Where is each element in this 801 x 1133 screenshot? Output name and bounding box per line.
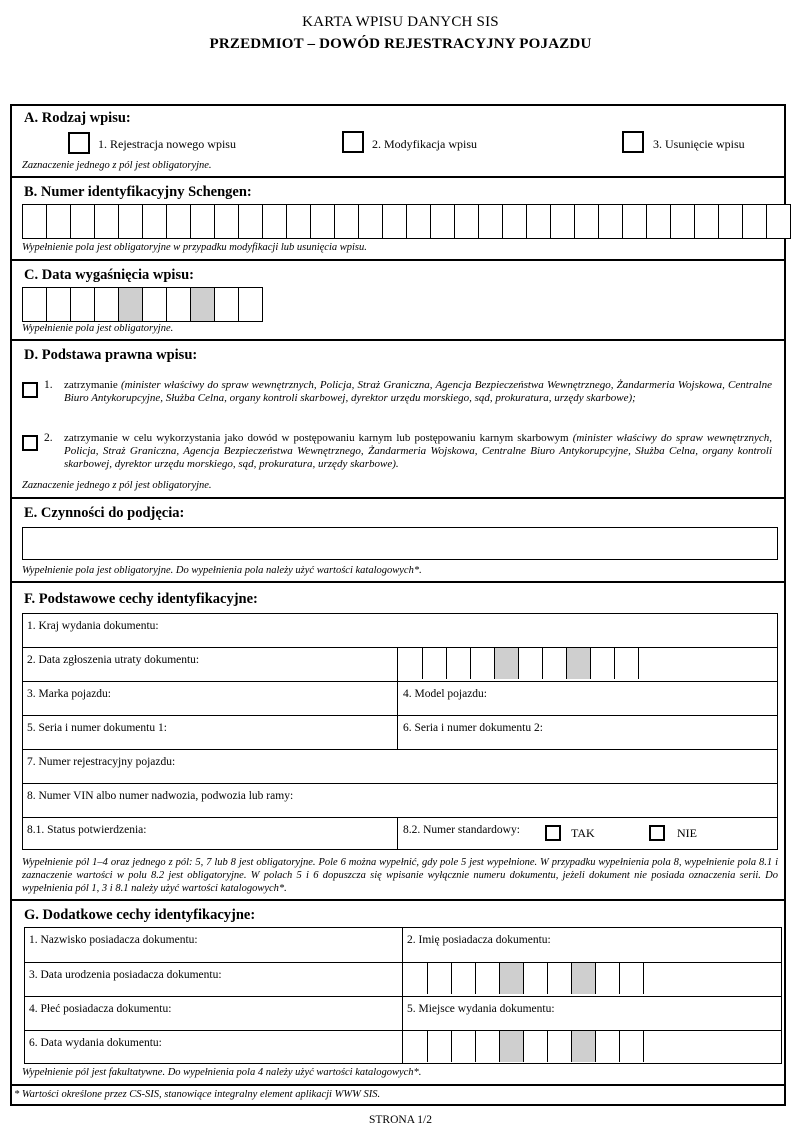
label-confirmation-status: 8.1. Status potwierdzenia:	[27, 824, 147, 836]
checkbox-tak[interactable]	[545, 825, 561, 841]
label-modify-entry: 2. Modyfikacja wpisu	[372, 137, 477, 151]
label-vin: 8. Numer VIN albo numer nadwozia, podwozia lub ramy:	[27, 790, 294, 802]
char-box[interactable]	[524, 963, 548, 994]
section-a-note: Zaznaczenie jednego z pól jest obligatoryjne.	[22, 160, 212, 171]
label-document-number-1: 5. Seria i numer dokumentu 1:	[27, 722, 167, 734]
char-box[interactable]	[95, 205, 119, 238]
char-box[interactable]	[71, 205, 95, 238]
char-box[interactable]	[335, 205, 359, 238]
char-box[interactable]	[471, 648, 495, 679]
expiry-date-boxes[interactable]	[22, 287, 263, 322]
section-d-title: D. Podstawa prawna wpisu:	[24, 347, 198, 363]
legal-basis-1-text: zatrzymanie (minister właściwy do spraw wewnętrznych, Policja, Straż Graniczna, Agencja Bezpieczeństwa Wewnętrznego, Żandarmeria Wojskowa, Centralne Biuro Antykorupcyjne, Służba Celna, organy kontroli skarbowej, dyrektor urzędu morskiego, sąd, prokuratura, urzędy skarbowe);	[64, 379, 772, 404]
row-registration-number[interactable]	[23, 749, 777, 783]
char-box[interactable]	[743, 205, 767, 238]
char-box[interactable]	[551, 205, 575, 238]
footnote: * Wartości określone przez CS-SIS, stanowiące integralny element aplikacji WWW SIS.	[14, 1089, 381, 1100]
char-box[interactable]	[548, 963, 572, 994]
char-box[interactable]	[167, 205, 191, 238]
char-box[interactable]	[404, 1031, 428, 1062]
row-holder-name	[25, 928, 781, 962]
section-b	[12, 178, 784, 258]
char-box[interactable]	[119, 205, 143, 238]
char-box[interactable]	[479, 205, 503, 238]
char-box[interactable]	[495, 648, 519, 679]
label-issue-date: 6. Data wydania dokumentu:	[29, 1037, 162, 1049]
char-box[interactable]	[215, 288, 239, 321]
label-loss-date: 2. Data zgłoszenia utraty dokumentu:	[27, 654, 200, 666]
char-box[interactable]	[519, 648, 543, 679]
issue-date-boxes[interactable]	[404, 1031, 644, 1062]
char-box[interactable]	[119, 288, 143, 321]
legal-basis-1-number: 1.	[44, 379, 53, 391]
char-box[interactable]	[143, 288, 167, 321]
label-holder-surname: 1. Nazwisko posiadacza dokumentu:	[29, 934, 198, 946]
char-box[interactable]	[596, 963, 620, 994]
section-g	[12, 901, 784, 1079]
section-f-title: F. Podstawowe cechy identyfikacyjne:	[24, 591, 258, 607]
char-box[interactable]	[23, 205, 47, 238]
section-c-title: C. Data wygaśnięcia wpisu:	[24, 267, 194, 283]
row-vin[interactable]	[23, 783, 777, 817]
label-new-entry: 1. Rejestracja nowego wpisu	[98, 137, 236, 151]
char-box[interactable]	[671, 205, 695, 238]
char-box[interactable]	[47, 205, 71, 238]
form-title: KARTA WPISU DANYCH SIS	[302, 14, 499, 30]
section-b-note: Wypełnienie pola jest obligatoryjne w przypadku modyfikacji lub usunięcia wpisu.	[22, 242, 367, 253]
char-box[interactable]	[383, 205, 407, 238]
form-subtitle: PRZEDMIOT – DOWÓD REJESTRACYJNY POJAZDU	[209, 36, 592, 52]
char-box[interactable]	[47, 288, 71, 321]
label-holder-sex: 4. Płeć posiadacza dokumentu:	[29, 1003, 172, 1015]
row-issue-date	[25, 1030, 781, 1063]
char-box[interactable]	[596, 1031, 620, 1062]
char-box[interactable]	[71, 288, 95, 321]
section-f	[12, 583, 784, 896]
char-box[interactable]	[455, 205, 479, 238]
section-f-table	[22, 613, 778, 850]
char-box[interactable]	[719, 205, 743, 238]
form-frame	[10, 104, 786, 1106]
char-box[interactable]	[476, 1031, 500, 1062]
label-nie: NIE	[677, 826, 697, 840]
char-box[interactable]	[500, 1031, 524, 1062]
char-box[interactable]	[95, 288, 119, 321]
char-box[interactable]	[143, 205, 167, 238]
label-delete-entry: 3. Usunięcie wpisu	[653, 137, 745, 151]
page-number: STRONA 1/2	[369, 1114, 432, 1126]
char-box[interactable]	[543, 648, 567, 679]
char-box[interactable]	[447, 648, 471, 679]
char-box[interactable]	[191, 205, 215, 238]
checkbox-legal-basis-2[interactable]	[22, 435, 38, 451]
char-box[interactable]	[567, 648, 591, 679]
section-e	[12, 499, 784, 581]
section-a	[12, 106, 784, 176]
schengen-id-boxes[interactable]	[22, 204, 791, 239]
label-registration-number: 7. Numer rejestracyjny pojazdu:	[27, 756, 176, 768]
section-g-table	[24, 927, 782, 1064]
birth-date-boxes[interactable]	[404, 963, 644, 994]
char-box[interactable]	[239, 205, 263, 238]
char-box[interactable]	[620, 963, 644, 994]
row-birth-date	[25, 962, 781, 996]
label-holder-first-name: 2. Imię posiadacza dokumentu:	[407, 934, 551, 946]
label-holder-birth-date: 3. Data urodzenia posiadacza dokumentu:	[29, 969, 222, 981]
legal-basis-2-text: zatrzymanie w celu wykorzystania jako dowód w postępowaniu karnym lub postępowaniu karnym skarbowym (minister właściwy do spraw wewnętrznych, Policja, Straż Graniczna, Agencja Bezpieczeństwa Wewnętrznego, Żandarmeria Wojskowa, Centralne Biuro Antykorupcyjne, Służba Celna, organy kontroli skarbowej, dyrektor urzędu morskiego, sąd, prokuratura, urzędy skarbowe).	[64, 432, 772, 470]
char-box[interactable]	[524, 1031, 548, 1062]
char-box[interactable]	[647, 205, 671, 238]
char-box[interactable]	[620, 1031, 644, 1062]
char-box[interactable]	[572, 963, 596, 994]
char-box[interactable]	[572, 1031, 596, 1062]
char-box[interactable]	[548, 1031, 572, 1062]
section-e-title: E. Czynności do podjęcia:	[24, 505, 185, 521]
row-confirmation-status	[23, 817, 777, 849]
label-document-number-2: 6. Seria i numer dokumentu 2:	[403, 722, 543, 734]
legal-basis-2-number: 2.	[44, 432, 53, 444]
label-tak: TAK	[571, 826, 595, 840]
char-box[interactable]	[527, 205, 551, 238]
char-box[interactable]	[167, 288, 191, 321]
loss-date-boxes[interactable]	[399, 648, 639, 679]
char-box[interactable]	[575, 205, 599, 238]
char-box[interactable]	[428, 1031, 452, 1062]
row-make-model	[23, 681, 777, 715]
char-box[interactable]	[287, 205, 311, 238]
char-box[interactable]	[23, 288, 47, 321]
char-box[interactable]	[407, 205, 431, 238]
actions-input[interactable]	[22, 527, 778, 560]
label-issue-place: 5. Miejsce wydania dokumentu:	[407, 1003, 555, 1015]
section-c-note: Wypełnienie pola jest obligatoryjne.	[22, 323, 174, 334]
char-box[interactable]	[591, 648, 615, 679]
char-box[interactable]	[476, 963, 500, 994]
char-box[interactable]	[215, 205, 239, 238]
char-box[interactable]	[615, 648, 639, 679]
char-box[interactable]	[399, 648, 423, 679]
char-box[interactable]	[452, 1031, 476, 1062]
label-standard-number: 8.2. Numer standardowy:	[403, 824, 520, 836]
row-sex-place	[25, 996, 781, 1030]
char-box[interactable]	[191, 288, 215, 321]
label-issuing-country: 1. Kraj wydania dokumentu:	[27, 620, 159, 632]
char-box[interactable]	[599, 205, 623, 238]
section-e-note: Wypełnienie pola jest obligatoryjne. Do wypełnienia pola należy użyć wartości katalogowych*.	[22, 565, 422, 576]
char-box[interactable]	[263, 205, 287, 238]
char-box[interactable]	[500, 963, 524, 994]
char-box[interactable]	[623, 205, 647, 238]
checkbox-modify-entry[interactable]	[342, 131, 364, 153]
section-b-title: B. Numer identyfikacyjny Schengen:	[24, 184, 252, 200]
label-vehicle-model: 4. Model pojazdu:	[403, 688, 487, 700]
section-c	[12, 261, 784, 339]
section-a-title: A. Rodzaj wpisu:	[24, 110, 131, 126]
section-f-note: Wypełnienie pól 1–4 oraz jednego z pól: 5, 7 lub 8 jest obligatoryjne. Pole 6 można wypełnić, gdy pole 5 jest wypełnione. W przypadku wypełnienia pola 8, wypełnienie pola 8.1 i zaznaczenie wartości w polu 8.2 jest obligatoryjne. W polach 5 i 6 dopuszcza się wpisanie wyłącznie numeru dokumentu, jeżeli dokument nie posiada oznaczenia serii. Do wypełnienia pól 1, 3 i 8.1 należy użyć wartości katalogowych*.	[22, 857, 778, 894]
char-box[interactable]	[503, 205, 527, 238]
checkbox-legal-basis-1[interactable]	[22, 382, 38, 398]
checkbox-delete-entry[interactable]	[622, 131, 644, 153]
char-box[interactable]	[404, 963, 428, 994]
char-box[interactable]	[431, 205, 455, 238]
char-box[interactable]	[311, 205, 335, 238]
char-box[interactable]	[695, 205, 719, 238]
section-d-note: Zaznaczenie jednego z pól jest obligatoryjne.	[22, 480, 212, 491]
divider	[12, 1084, 784, 1086]
row-issuing-country[interactable]	[23, 614, 777, 647]
char-box[interactable]	[239, 288, 263, 321]
char-box[interactable]	[423, 648, 447, 679]
checkbox-nie[interactable]	[649, 825, 665, 841]
section-g-note: Wypełnienie pól jest fakultatywne. Do wypełnienia pola 4 należy użyć wartości katalogowych*.	[22, 1067, 422, 1078]
checkbox-new-entry[interactable]	[68, 132, 90, 154]
section-d	[12, 341, 784, 496]
section-g-title: G. Dodatkowe cechy identyfikacyjne:	[24, 907, 256, 923]
row-document-numbers	[23, 715, 777, 749]
char-box[interactable]	[767, 205, 791, 238]
label-vehicle-make: 3. Marka pojazdu:	[27, 688, 111, 700]
row-loss-date	[23, 647, 777, 681]
char-box[interactable]	[428, 963, 452, 994]
char-box[interactable]	[452, 963, 476, 994]
char-box[interactable]	[359, 205, 383, 238]
